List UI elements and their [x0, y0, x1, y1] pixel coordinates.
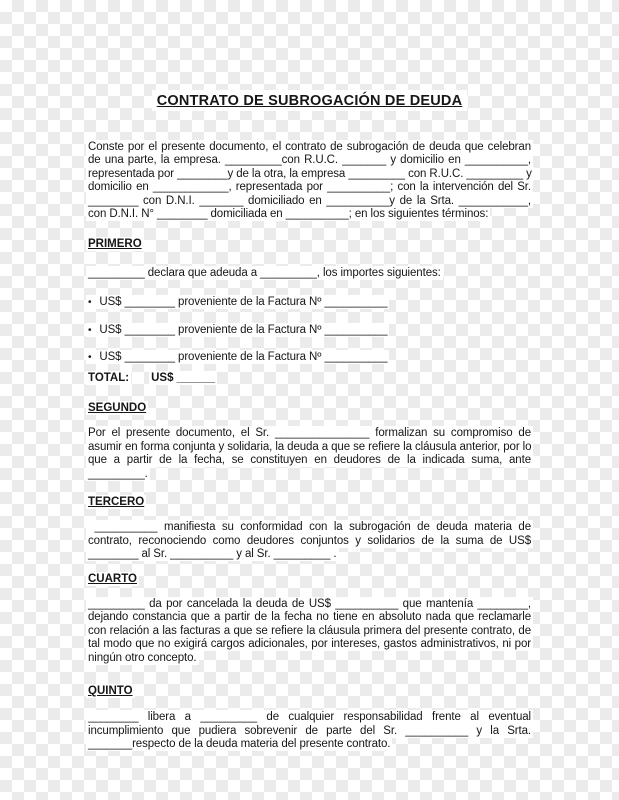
intro-paragraph	[86, 141, 533, 221]
invoice-list-item	[86, 324, 533, 337]
segundo-text: Por el presente documento, el Sr. _______________ formalizan su compromiso de asumir en forma conjunta y solidaria, la deuda a que se refiere la cláusula anterior, por lo que a partir de la fecha, se constituyen en deudores de la indicada suma, ante _________.	[88, 427, 532, 480]
intro-text: Conste por el presente documento, el contrato de subrogación de deuda que celebran de una parte, la empresa. _________con R.U.C. _______ y domicilio en __________, representada por ________y de la otra, la empresa _________ con R.U.C. _________ y domicilio en ____________, representada por __________; con la intervención del Sr. ________ con D.N.I. _______ domiciliado en __________y de la Srta. ___________, con D.N.I. N° ________ domiciliada en __________; en los siguientes términos:	[88, 141, 532, 221]
section-heading-cuarto: CUARTO	[88, 572, 137, 585]
cuarto-paragraph	[86, 598, 533, 665]
bullet-icon: •	[88, 297, 92, 309]
cuarto-text: _________ da por cancelada la deuda de US$ __________ que mantenía ________, dejando constancia que a partir de la fecha no tiene en absoluto nada que reclamarle con relación a las facturas a que se refiere la cláusula primera del presente contrato, de tal modo que no exigirá cargos adicionales, por intereses, gastos administrativos, ni por ningún otro concepto.	[88, 597, 531, 664]
title-row	[86, 90, 533, 111]
invoice-item-text: US$ ________ proveniente de la Factura Nº __________	[99, 296, 388, 309]
quinto-paragraph	[86, 711, 533, 751]
section-heading-segundo: SEGUNDO	[88, 401, 147, 414]
segundo-paragraph	[86, 427, 533, 481]
contract-title: CONTRATO DE SUBROGACIÓN DE DEUDA	[152, 90, 468, 111]
quinto-text: ________ libera a _________ de cualquier responsabilidad frente al eventual incumplimiento que pudiera sobrevenir de parte del Sr. __________ y la Srta. _______respecto de la deuda materia del presente contrato.	[88, 711, 531, 751]
invoice-list-item	[86, 296, 533, 309]
section-heading-primero: PRIMERO	[88, 238, 142, 251]
bullet-icon: •	[88, 324, 92, 336]
bullet-icon: •	[88, 352, 92, 364]
tercero-paragraph	[86, 521, 533, 561]
total-label: TOTAL:	[88, 372, 130, 385]
section-heading-tercero: TERCERO	[88, 495, 145, 508]
section-heading-quinto: QUINTO	[88, 684, 133, 697]
invoice-list-item	[86, 351, 533, 364]
primero-lead-paragraph	[86, 267, 533, 280]
tercero-text: __________ manifiesta su conformidad con la subrogación de deuda materia de contrato, reconociendo como deudores conjuntos y solidarios de la suma de US$ ________ al Sr. __________ y al Sr. _________ .	[88, 521, 531, 561]
invoice-item-text: US$ ________ proveniente de la Factura Nº __________	[99, 351, 388, 364]
invoice-item-text: US$ ________ proveniente de la Factura Nº __________	[99, 323, 388, 336]
invoice-list	[86, 296, 533, 364]
primero-lead-text: _________ declara que adeuda a _________, los importes siguientes:	[88, 266, 441, 279]
total-value: US$ ______	[151, 372, 216, 385]
total-row	[86, 372, 533, 385]
